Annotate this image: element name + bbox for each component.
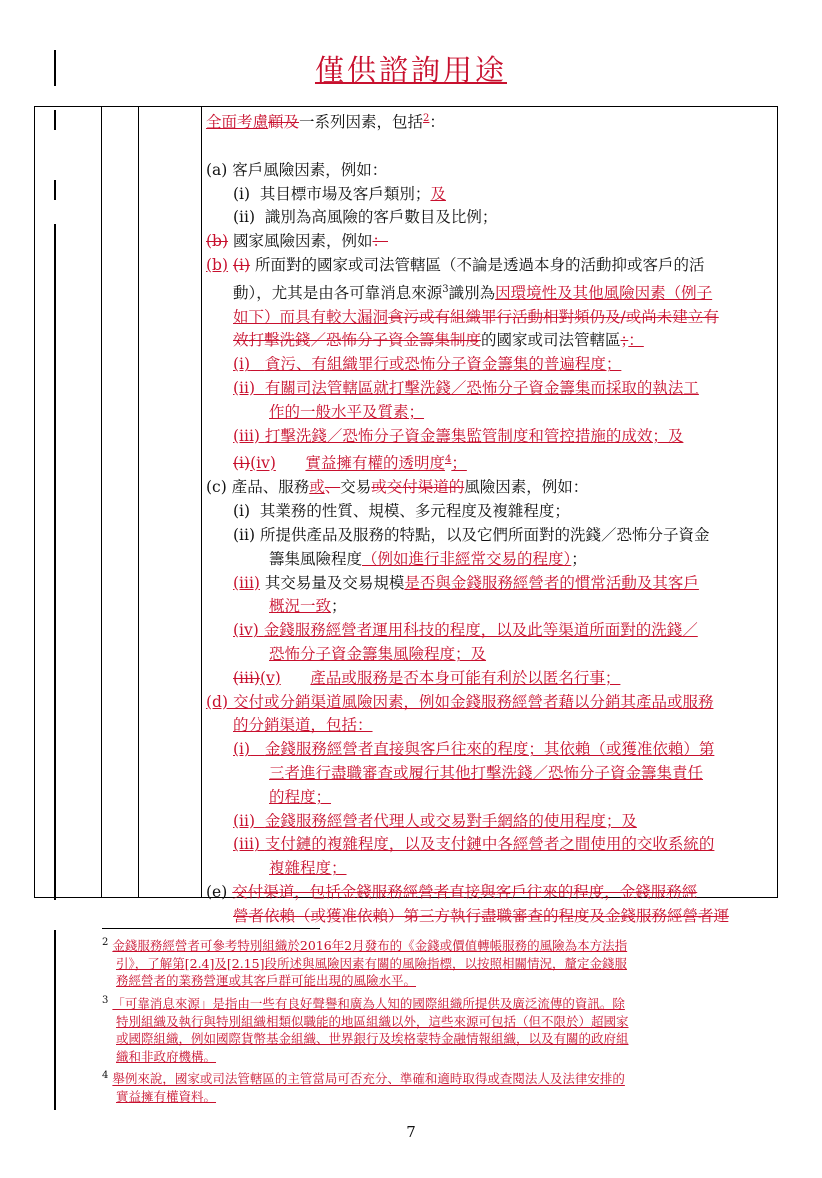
column-divider [101,107,102,897]
section-b-line-2: 動），尤其是由各可靠消息來源$^3$識別為因環境性及其他風險因素（例子 [233,283,713,302]
section-a-item-ii: (ii) 識別為高風險的客戶數目及比例； [233,208,498,227]
section-c-item-iii-cont: 概況一致； [269,597,347,616]
section-d-item-i-cont: 三者進行盡職審查或履行其他打擊洗錢／恐怖分子資金籌集責任 [269,763,704,782]
change-bar [54,930,56,1110]
section-c-item-iii: (iii) 其交易量及交易規模是否與金錢服務經營者的慣常活動及其客戶 [233,573,699,592]
section-b-old-heading: (b) 國家風險因素，例如： [206,232,388,251]
page-number: 7 [406,1123,416,1141]
footnotes [102,934,722,1108]
section-e-line-2: 營者依賴（或獲准依賴）第三方執行盡職審查的程度及金錢服務經營者運 [233,906,730,925]
section-b-item-i: (i) 貪污、有組織罪行或恐怖分子資金籌集的普遍程度； [233,355,622,374]
section-b-line-4: 效打擊洗錢／恐怖分子資金籌集制度的國家或司法管轄區；： [233,331,644,350]
section-d-item-i-cont2: 的程度； [269,787,332,806]
section-d-line-1: (d) 交付或分銷渠道風險因素，例如金錢服務經營者藉以分銷其產品或服務 [206,692,714,711]
section-d-line-2: 的分銷渠道，包括： [233,716,373,735]
section-c-item-i: (i) 其業務的性質、規模、多元程度及複雜程度； [233,502,570,521]
section-c-item-iv-cont: 恐怖分子資金籌集風險程度；及 [269,645,487,663]
page-header: 僅供諮詢用途 [314,53,507,87]
section-c-item-ii-cont: 籌集風險程度（例如進行非經常交易的程度）； [269,549,587,568]
content-table [34,106,778,925]
section-b-item-iv: (i)(iv) 實益擁有權的透明度$^4$； [233,454,467,473]
footnote-3: $^3$ 「可靠消息來源」是指由一些有良好聲譽和廣為人知的國際組織所提供及廣泛流傳的資訊。除 特別組織及執行與特別組織相類似職能的地區組織以外，這些來源可包括（但不限於）超國家 或國際組織，例如國際貨幣基金組織、世界銀行及埃格蒙特金融情報組織，以及有關的政府組 織和非政府機構。 [102,994,629,1064]
column-divider [138,107,139,897]
section-b-item-ii: (ii) 有關司法管轄區就打擊洗錢／恐怖分子資金籌集而採取的執法工 [233,379,699,398]
section-d-item-iii: (iii) 支付鏈的複雜程度，以及支付鏈中各經營者之間使用的交收系統的 [233,835,715,854]
section-c-item-ii: (ii) 所提供產品及服務的特點，以及它們所面對的洗錢／恐怖分子資金 [233,526,710,545]
section-d-item-i: (i) 金錢服務經營者直接與客戶往來的程度；其依賴（或獲准依賴）第 [233,740,715,759]
section-e-line-1: (e) 交付渠道，包括金錢服務經營者直接與客戶往來的程度，金錢服務經 [206,882,698,901]
footnote-2: $^2$ 金錢服務經營者可參考特別組織於2016年2月發布的《金錢或價值轉帳服務的風險為本方法指 引》，了解第[2.4]及[2.15]段所述與風險因素有關的風險指標，以按照相關情況，釐定金錢服 務經營者的業務營運或其客戶群可能出現的風險水平。 [102,937,628,989]
footnote-4: $^4$ 舉例來說，國家或司法管轄區的主管當局可否充分、準確和適時取得或查閱法人及法律安排的 實益擁有權資料。 [102,1070,625,1105]
section-d-item-iii-cont: 複雜程度； [269,859,347,878]
footnote-separator [102,928,320,929]
document-body [205,107,771,925]
section-a-heading: (a) 客戶風險因素，例如： [206,160,388,179]
section-b-item-iii: (iii) 打擊洗錢／恐怖分子資金籌集監管制度和管控措施的成效；及 [233,426,684,445]
section-c-item-v: (iii)(v) 產品或服務是否本身可能有利於以匿名行事； [233,668,621,687]
section-b-item-ii-cont: 作的一般水平及質素； [269,402,425,421]
change-bar [54,50,56,86]
section-b-line-1: (b) (i) 所面對的國家或司法管轄區（不論是透過本身的活動抑或客戶的活 [206,255,705,274]
section-b-line-3: 如下）而具有較大漏洞貪污或有組織罪行活動相對頻仍及/或尚未建立有 [233,307,719,326]
intro-line: 全面考慮顧及一系列因素，包括$^2$： [206,113,445,132]
section-c-heading: (c) 產品、服務或、交易或交付渠道的風險因素，例如： [206,478,589,497]
section-c-item-iv: (iv) 金錢服務經營者運用科技的程度，以及此等渠道所面對的洗錢／ [233,621,698,640]
column-divider [201,107,202,897]
section-a-item-i: (i) 其目標市場及客戶類別；及 [233,184,446,203]
section-d-item-ii: (ii) 金錢服務經營者代理人或交易對手網絡的使用程度；及 [233,811,637,830]
